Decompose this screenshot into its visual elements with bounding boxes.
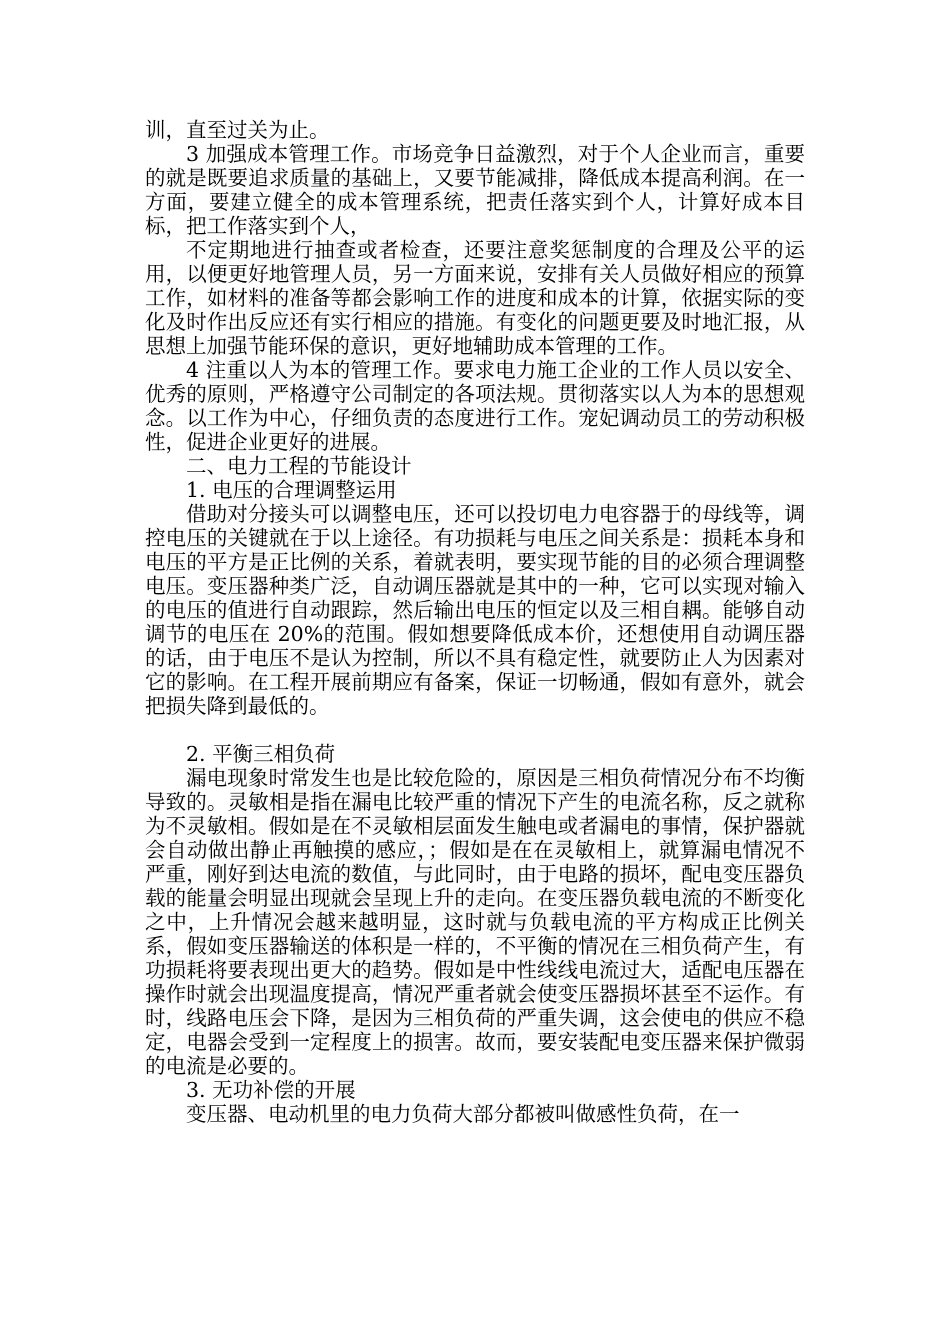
document-body [145,118,805,1126]
paragraph-continuation: 训，直至过关为止。 [145,118,330,142]
paragraph-inspection: 不定期地进行抽查或者检查，还要注意奖惩制度的合理及公平的运用，以便更好地管理人员，另一方面来说，安排有关人员做好相应的预算工作，如材料的准备等都会影响工作的进度和成本的计算，依据实际的变化及时作出反应还有实行相应的措施。有变化的问题更要及时地汇报，从思想上加强节能环保的意识，更好地辅助成本管理的工作。 [145,238,805,358]
blank-line [145,718,805,742]
paragraph-voltage: 借助对分接头可以调整电压，还可以投切电力电容器于的母线等，调控电压的关键就在于以上途径。有功损耗与电压之间关系是：损耗本身和电压的平方是正比例的关系，着就表明，要实现节能的目的必须合理调整电压。变压器种类广泛，自动调压器就是其中的一种，它可以实现对输入的电压的值进行自动跟踪，然后输出电压的恒定以及三相自耦。能够自动调节的电压在 20%的范围。假如想要降低成本价，还想使用自动调压器的话，由于电压不是认为控制，所以不具有稳定性，就要防止人为因素对它的影响。在工程开展前期应有备案，保证一切畅通，假如有意外，就会把损失降到最低的。 [145,502,805,718]
paragraph-people-oriented: 4 注重以人为本的管理工作。要求电力施工企业的工作人员以安全、优秀的原则，严格遵守公司制定的各项法规。贯彻落实以人为本的思想观念。以工作为中心，仔细负责的态度进行工作。宠妃调动员工的劳动积极性，促进企业更好的进展。 [145,358,805,454]
subheading-voltage-adjustment: 1. 电压的合理调整运用 [186,478,397,502]
paragraph-cost-management: 3 加强成本管理工作。市场竞争日益激烈，对于个人企业而言，重要的就是既要追求质量的基础上，又要节能减排，降低成本提高利润。在一方面，要建立健全的成本管理系统，把责任落实到个人，计算好成本目标，把工作落实到个人， [145,142,805,238]
paragraph-reactive: 变压器、电动机里的电力负荷大部分都被叫做感性负荷，在一 [186,1102,740,1126]
paragraph-three-phase: 漏电现象时常发生也是比较危险的，原因是三相负荷情况分布不均衡导致的。灵敏相是指在漏电比较严重的情况下产生的电流名称，反之就称为不灵敏相。假如是在不灵敏相层面发生触电或者漏电的事情，保护器就会自动做出静止再触摸的感应，；假如是在在灵敏相上，就算漏电情况不严重，刚好到达电流的数值，与此同时，由于电路的损坏，配电变压器负载的能量会明显出现就会呈现上升的走向。在变压器负载电流的不断变化之中，上升情况会越来越明显，这时就与负载电流的平方构成正比例关系，假如变压器输送的体积是一样的，不平衡的情况在三相负荷产生，有功损耗将要表现出更大的趋势。假如是中性线线电流过大，适配电压器在操作时就会出现温度提高，情况严重者就会使变压器损坏甚至不运作。有时，线路电压会下降，是因为三相负荷的严重失调，这会使电的供应不稳定，电器会受到一定程度上的损害。故而，要安装配电变压器来保护微弱的电流是必要的。 [145,766,805,1078]
subheading-reactive-compensation: 3. 无功补偿的开展 [186,1078,356,1102]
subheading-three-phase-load: 2. 平衡三相负荷 [186,742,336,766]
section-heading-energy-design: 二、电力工程的节能设计 [186,454,412,478]
